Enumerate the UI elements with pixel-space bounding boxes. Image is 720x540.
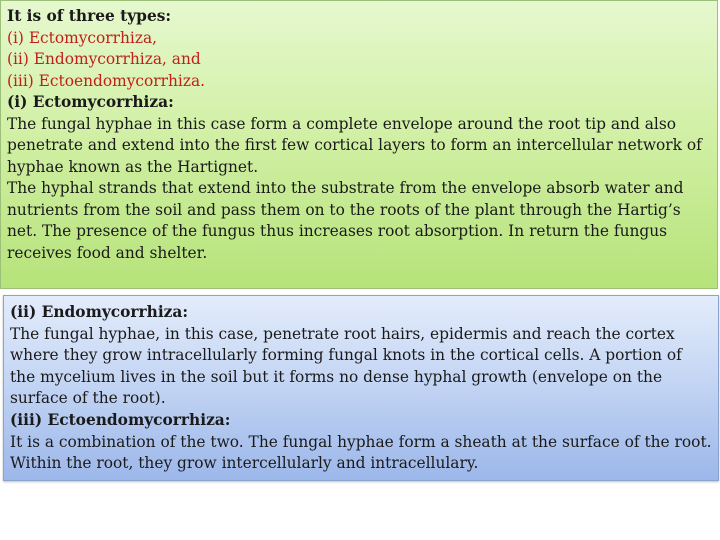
paragraph-line: The fungal hyphae, in this case, penetrate root hairs, epidermis and reach the cortex [10,324,675,343]
type-item: (i) Ectomycorrhiza, [7,28,158,47]
types-heading: It is of three types: [7,7,172,25]
endomycorrhiza-heading: (ii) Endomycorrhiza: [10,303,189,321]
type-item: (iii) Ectoendomycorrhiza. [7,71,206,90]
paragraph-line: net. The presence of the fungus thus increases root absorption. In return the fungus [7,222,668,240]
endo-ectoendo-text-box [3,295,719,481]
paragraph-line: the mycelium lives in the soil but it forms no dense hyphal growth (envelope on the [10,367,663,386]
paragraph-line: surface of the root). [10,389,166,408]
paragraph-line: It is a combination of the two. The fungal hyphae form a sheath at the surface of the root. [10,432,712,451]
paragraph-line: where they grow intracellularly forming fungal knots in the cortical cells. A portion of [10,346,682,365]
paragraph-line: hyphae known as the Hartignet. [7,157,259,176]
paragraph-line: Within the root, they grow intercellularly and intracellulary. [10,454,479,473]
paragraph-line: receives food and shelter. [7,243,208,262]
ectoendomycorrhiza-heading: (iii) Ectoendomycorrhiza: [10,410,231,429]
paragraph-line: The hyphal strands that extend into the substrate from the envelope absorb water and [7,179,684,197]
paragraph-line: penetrate and extend into the first few cortical layers to form an intercellular network of [7,136,702,154]
ectomycorrhiza-heading: (i) Ectomycorrhiza: [7,93,174,111]
paragraph-line: The fungal hyphae in this case form a complete envelope around the root tip and also [7,114,676,133]
type-item: (ii) Endomycorrhiza, and [7,50,201,68]
paragraph-line: nutrients from the soil and pass them on to the roots of the plant through the Hartig’s [7,200,681,219]
